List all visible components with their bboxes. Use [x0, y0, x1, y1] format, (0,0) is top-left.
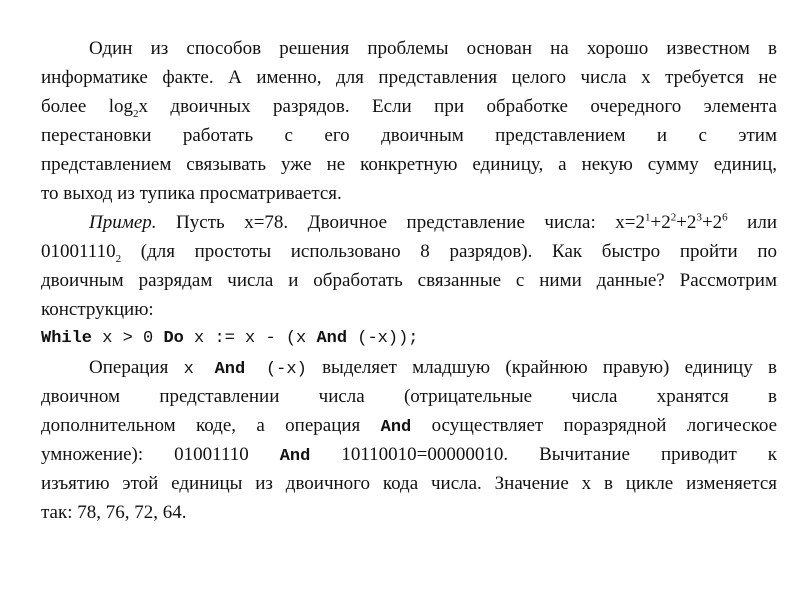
operation-description: выделяет младшую (крайнюю правую) единицу в: [306, 357, 777, 378]
paragraph-2-line-1: [41, 353, 777, 382]
example-line-1: [41, 208, 777, 237]
example-line-2-text: (для простоты использовано 8 разрядов). Как быстро пройти по: [121, 241, 777, 262]
paragraph-1-line-6: то выход из тупика просматривается.: [41, 183, 342, 204]
paragraph-2-line-6: так: 78, 76, 72, 64.: [41, 502, 187, 523]
code-assignment: x := x - (x: [183, 329, 317, 348]
code-line: [41, 324, 777, 353]
log-base: 2: [132, 107, 139, 120]
exponent-4: 6: [722, 211, 728, 224]
paragraph-2-line-5: изъятию этой единицы из двоичного кода числа. Значение x в цикле изменяется: [41, 473, 777, 494]
paragraph-2-line-3: [41, 411, 777, 440]
paragraph-1-line-2: информатике факте. А именно, для представления целого числа x требуется не: [41, 67, 777, 88]
exponent-3: 3: [696, 211, 702, 224]
document-text: [41, 34, 777, 527]
plus-term-3: +2: [701, 212, 723, 233]
operation-code-neg: (-x): [245, 360, 307, 379]
multiplication-result: 10110010=00000010. Вычитание приводит к: [310, 444, 777, 465]
paragraph-1-line-3: [41, 92, 777, 121]
example-text: Пусть x=78. Двоичное представление числа: x=2: [156, 212, 645, 233]
while-keyword: While: [41, 329, 93, 348]
binary-base: 2: [115, 252, 122, 265]
binary-number: 01001110: [41, 241, 116, 262]
paragraph-2-line-4: [41, 440, 777, 469]
code-condition: x > 0: [92, 329, 164, 348]
operation-code-x: x: [183, 360, 215, 379]
exponent-2: 2: [670, 211, 677, 224]
example-line-2: [41, 237, 777, 266]
and-keyword: And: [316, 329, 348, 348]
code-tail: (-x));: [347, 329, 419, 348]
paragraph-2-line-2: двоичном представлении числа (отрицательные числа хранятся в: [41, 386, 777, 407]
operation-label: Операция: [89, 357, 184, 378]
multiplication-text: умножение): 01001110: [41, 444, 280, 465]
do-keyword: Do: [163, 329, 184, 348]
multiplication-and-keyword: And: [279, 447, 311, 466]
log-prefix: более log: [41, 96, 133, 117]
paragraph-2-line-3-start: дополнительном коде, а операция: [41, 415, 381, 436]
example-line-3: двоичным разрядам числа и обработать связанные с ними данные? Рассмотрим: [41, 270, 777, 291]
example-tail: или: [727, 212, 777, 233]
plus-term-2: +2: [676, 212, 697, 233]
and-operation-keyword: And: [380, 418, 412, 437]
paragraph-1-line-1: Один из способов решения проблемы основан на хорошо известном в: [89, 38, 777, 59]
paragraph-1-line-5: представлением связывать уже не конкретную единицу, а некую сумму единиц,: [41, 154, 777, 175]
example-line-4: конструкцию:: [41, 299, 154, 320]
paragraph-1-line-4: перестановки работать с его двоичным представлением и с этим: [41, 125, 777, 146]
paragraph-2-line-3-end: осуществляет поразрядной логическое: [411, 415, 777, 436]
exponent-1: 1: [645, 211, 651, 224]
example-label: Пример.: [89, 212, 157, 233]
log-suffix: x двоичных разрядов. Если при обработке очередного элемента: [138, 96, 777, 117]
operation-and-keyword: And: [214, 360, 246, 379]
plus-term-1: +2: [650, 212, 671, 233]
